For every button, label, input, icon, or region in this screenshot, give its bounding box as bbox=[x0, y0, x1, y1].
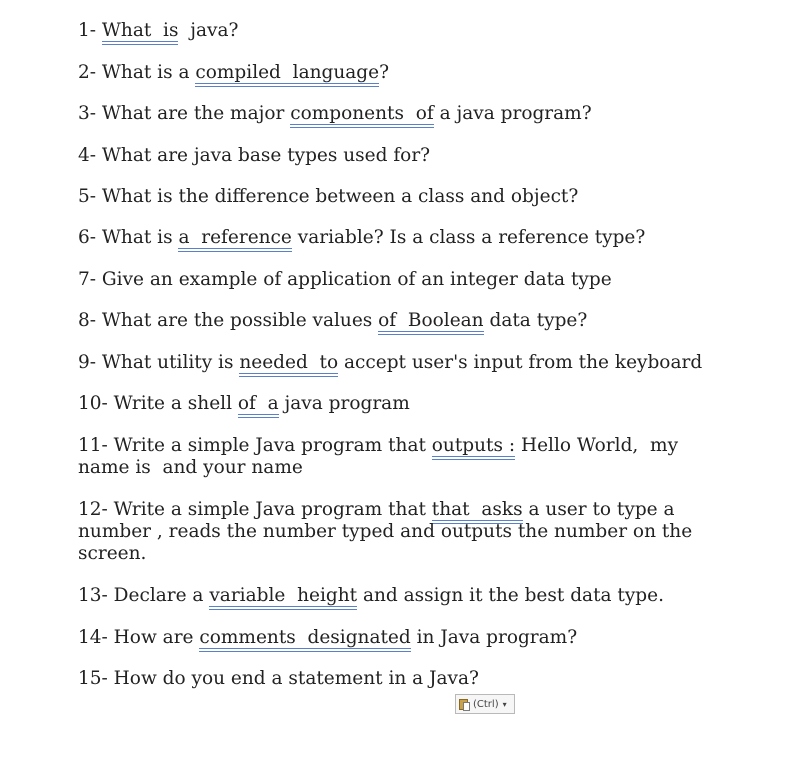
text-segment: in Java program? bbox=[410, 627, 578, 648]
question-5 bbox=[78, 186, 708, 208]
text-segment: accept user's input from the keyboard bbox=[338, 352, 703, 373]
text-segment: data type? bbox=[483, 310, 588, 331]
question-14 bbox=[78, 627, 708, 649]
text-segment: Hello World, my name is and your name bbox=[78, 435, 684, 478]
text-segment: a java program? bbox=[433, 103, 592, 124]
question-10 bbox=[78, 393, 708, 415]
question-2 bbox=[78, 62, 708, 84]
question-1 bbox=[78, 20, 708, 42]
text-segment: 7- Give an example of application of an integer data type bbox=[78, 269, 612, 290]
text-segment: 1- bbox=[78, 20, 102, 41]
text-segment: 10- Write a shell bbox=[78, 393, 238, 414]
question-13 bbox=[78, 585, 708, 607]
flagged-phrase[interactable]: outputs : bbox=[431, 435, 516, 456]
question-9 bbox=[78, 352, 708, 374]
question-6 bbox=[78, 227, 708, 249]
flagged-phrase[interactable]: components of bbox=[290, 103, 434, 124]
text-segment: variable? Is a class a reference type? bbox=[291, 227, 646, 248]
chevron-down-icon: ▾ bbox=[502, 699, 507, 709]
text-segment: 13- Declare a bbox=[78, 585, 210, 606]
flagged-phrase[interactable]: What is bbox=[101, 20, 179, 41]
text-segment: 8- What are the possible values bbox=[78, 310, 379, 331]
question-15 bbox=[78, 668, 708, 690]
text-segment: 9- What utility is bbox=[78, 352, 240, 373]
flagged-phrase[interactable]: that asks bbox=[431, 499, 523, 520]
question-8 bbox=[78, 310, 708, 332]
question-3 bbox=[78, 103, 708, 125]
text-segment: 12- Write a simple Java program that bbox=[78, 499, 432, 520]
paste-options-label: (Ctrl) bbox=[473, 698, 499, 710]
text-segment: and assign it the best data type. bbox=[357, 585, 664, 606]
flagged-phrase[interactable]: variable height bbox=[209, 585, 358, 606]
question-12 bbox=[78, 499, 708, 565]
text-segment: 2- What is a bbox=[78, 62, 196, 83]
flagged-phrase[interactable]: compiled language bbox=[195, 62, 380, 83]
text-segment: 6- What is bbox=[78, 227, 179, 248]
text-segment: 14- How are bbox=[78, 627, 200, 648]
question-4 bbox=[78, 145, 708, 167]
text-segment: ? bbox=[379, 62, 390, 83]
question-7 bbox=[78, 269, 708, 291]
text-segment: java program bbox=[278, 393, 410, 414]
question-11 bbox=[78, 435, 708, 479]
text-segment: 15- How do you end a statement in a Java? bbox=[78, 668, 479, 689]
text-segment: 5- What is the difference between a class and object? bbox=[78, 186, 579, 207]
clipboard-icon bbox=[459, 698, 470, 711]
text-segment: 11- Write a simple Java program that bbox=[78, 435, 432, 456]
flagged-phrase[interactable]: of a bbox=[237, 393, 279, 414]
text-segment: java? bbox=[178, 20, 239, 41]
text-segment: 3- What are the major bbox=[78, 103, 291, 124]
flagged-phrase[interactable]: needed to bbox=[239, 352, 339, 373]
text-segment: a user to type a number , reads the number typed and outputs the number on the screen. bbox=[78, 499, 699, 564]
flagged-phrase[interactable]: of Boolean bbox=[378, 310, 484, 331]
paste-options-button[interactable] bbox=[455, 694, 515, 714]
flagged-phrase[interactable]: a reference bbox=[178, 227, 292, 248]
text-segment: 4- What are java base types used for? bbox=[78, 145, 431, 166]
flagged-phrase[interactable]: comments designated bbox=[199, 627, 411, 648]
